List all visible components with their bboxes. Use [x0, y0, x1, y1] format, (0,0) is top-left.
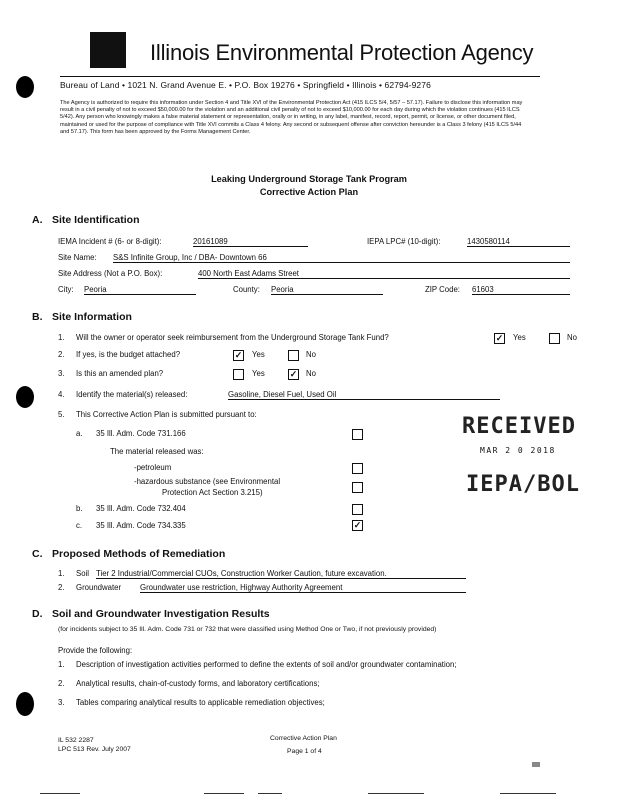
materials-field[interactable]: Gasoline, Diesel Fuel, Used Oil	[228, 390, 500, 400]
option-a-code: 35 Ill. Adm. Code 731.166	[96, 429, 186, 438]
zip-label: ZIP Code:	[425, 285, 460, 294]
scan-speck	[532, 762, 540, 767]
header-rule	[60, 76, 540, 77]
q1-yes-label: Yes	[513, 333, 526, 342]
provide-label: Provide the following:	[58, 646, 133, 655]
q2-no-label: No	[306, 350, 316, 359]
d1-text: Description of investigation activities performed to define the extents of soil and/or groundwater contamination;	[76, 660, 457, 669]
program-subtitle: Corrective Action Plan	[259, 187, 359, 197]
q3-yes-checkbox[interactable]	[233, 369, 244, 380]
section-b-heading	[32, 311, 132, 323]
program-title: Leaking Underground Storage Tank Program	[211, 174, 407, 184]
d3-number: 3.	[58, 698, 65, 707]
iema-label: IEMA Incident # (6- or 8-digit):	[58, 237, 162, 246]
option-c-checkbox[interactable]: ✓	[353, 520, 362, 530]
option-c-letter: c.	[76, 521, 83, 530]
received-stamp: RECEIVED	[462, 414, 576, 439]
site-address-field[interactable]: 400 North East Adams Street	[198, 269, 570, 279]
city-field[interactable]: Peoria	[84, 285, 196, 295]
soil-label: Soil	[76, 569, 90, 578]
scan-mark	[204, 793, 244, 794]
q3-number: 3.	[58, 369, 65, 378]
punch-hole	[16, 692, 34, 716]
q3-text: Is this an amended plan?	[76, 369, 164, 378]
site-name-label: Site Name:	[58, 253, 97, 262]
q3-no-checkbox[interactable]: ✓	[289, 369, 298, 379]
form-id: IL 532 2287	[58, 737, 94, 744]
material-released-label: The material released was:	[110, 447, 204, 456]
site-name-field[interactable]: S&S Infinite Group, Inc / DBA- Downtown 66	[113, 253, 570, 263]
received-office: IEPA/BOL	[466, 472, 580, 497]
q1-no-checkbox[interactable]	[549, 333, 560, 344]
section-d-note: (for incidents subject to 35 Ill. Adm. Code 731 or 732 that were classified using Method One or Two, if not previously provided)	[58, 626, 437, 633]
form-revision: LPC 513 Rev. July 2007	[58, 746, 131, 753]
punch-hole	[16, 76, 34, 98]
q2-text: If yes, is the budget attached?	[76, 350, 181, 359]
section-a-heading	[32, 214, 140, 226]
bureau-address: Bureau of Land • 1021 N. Grand Avenue E. • P.O. Box 19276 • Springfield • Illinois • 62794-9276	[60, 80, 431, 90]
section-c-heading	[32, 548, 225, 560]
received-date: MAR 2 0 2018	[480, 446, 556, 455]
iema-field[interactable]: 20161089	[193, 237, 308, 247]
punch-hole	[16, 386, 34, 408]
section-a-title: Site Identification	[52, 214, 140, 226]
option-b-code: 35 Ill. Adm. Code 732.404	[96, 504, 186, 513]
groundwater-method-field[interactable]: Groundwater use restriction, Highway Authority Agreement	[140, 583, 466, 593]
lpc-field[interactable]: 1430580114	[467, 237, 570, 247]
q1-yes-checkbox[interactable]: ✓	[495, 333, 504, 343]
legal-notice: The Agency is authorized to require this information under Section 4 and Title XVI of the Environmental Protection Act (415 ILCS 5/4, 5/57 – 57.17). Failure to disclose this information may result in a civil penalty of not to exceed $50,000.00 for the violation and an additional civil penalty of not to exceed $10,000.00 for each day during which the violation continues (415 ILCS 5/42). Any person who knowingly makes a false material statement or representation, orally or in writing, in any label, manifest, record, report, permit, or license, or other document filed, maintained or used for the purpose of compliance with Title XVI commits a Class 4 felony. Any second or subsequent offense after conviction hereunder is a Class 3 felony (415 ILCS 5/44 and 57.17). This form has been approved by the Forms Management Center.	[60, 100, 523, 135]
q2-number: 2.	[58, 350, 65, 359]
soil-method-field[interactable]: Tier 2 Industrial/Commercial CUOs, Construction Worker Caution, future excavation.	[96, 569, 466, 579]
city-label: City:	[58, 285, 74, 294]
q1-no-label: No	[567, 333, 577, 342]
d1-number: 1.	[58, 660, 65, 669]
petroleum-checkbox[interactable]	[352, 463, 363, 474]
c2-number: 2.	[58, 583, 65, 592]
option-b-letter: b.	[76, 504, 83, 513]
section-d-letter: D.	[32, 608, 43, 620]
hazardous-label: -hazardous substance (see Environmental	[134, 477, 281, 486]
q3-no-label: No	[306, 369, 316, 378]
scan-mark	[258, 793, 282, 794]
d2-text: Analytical results, chain-of-custody forms, and laboratory certifications;	[76, 679, 320, 688]
q2-no-checkbox[interactable]	[288, 350, 299, 361]
agency-title: Illinois Environmental Protection Agency	[150, 40, 534, 65]
option-b-checkbox[interactable]	[352, 504, 363, 515]
hazardous-checkbox[interactable]	[352, 482, 363, 493]
hazardous-label-cont: Protection Act Section 3.215)	[162, 488, 263, 497]
scan-mark	[500, 793, 556, 794]
q4-number: 4.	[58, 390, 65, 399]
q5-text: This Corrective Action Plan is submitted pursuant to:	[76, 410, 257, 419]
county-label: County:	[233, 285, 260, 294]
footer-form-name: Corrective Action Plan	[270, 735, 337, 742]
petroleum-label: -petroleum	[134, 463, 172, 472]
lpc-label: IEPA LPC# (10-digit):	[367, 237, 441, 246]
q1-text: Will the owner or operator seek reimbursement from the Underground Storage Tank Fund?	[76, 333, 389, 342]
option-a-checkbox[interactable]	[352, 429, 363, 440]
footer-page-number: Page 1 of 4	[287, 748, 322, 755]
groundwater-label: Groundwater	[76, 583, 122, 592]
section-d-title: Soil and Groundwater Investigation Results	[52, 608, 270, 620]
scan-mark	[368, 793, 424, 794]
q4-text: Identify the material(s) released:	[76, 390, 188, 399]
c1-number: 1.	[58, 569, 65, 578]
q2-yes-label: Yes	[252, 350, 265, 359]
scan-mark	[40, 793, 80, 794]
d2-number: 2.	[58, 679, 65, 688]
q1-number: 1.	[58, 333, 65, 342]
option-c-code: 35 Ill. Adm. Code 734.335	[96, 521, 186, 530]
zip-field[interactable]: 61603	[472, 285, 570, 295]
site-address-label: Site Address (Not a P.O. Box):	[58, 269, 163, 278]
q3-yes-label: Yes	[252, 369, 265, 378]
option-a-letter: a.	[76, 429, 83, 438]
section-b-letter: B.	[32, 311, 43, 323]
section-b-title: Site Information	[52, 311, 132, 323]
q2-yes-checkbox[interactable]: ✓	[234, 350, 243, 360]
section-d-heading	[32, 608, 270, 620]
agency-logo-block	[90, 32, 126, 68]
section-a-letter: A.	[32, 214, 43, 226]
d3-text: Tables comparing analytical results to applicable remediation objectives;	[76, 698, 325, 707]
section-c-title: Proposed Methods of Remediation	[52, 548, 226, 560]
section-c-letter: C.	[32, 548, 43, 560]
q5-number: 5.	[58, 410, 65, 419]
county-field[interactable]: Peoria	[271, 285, 383, 295]
